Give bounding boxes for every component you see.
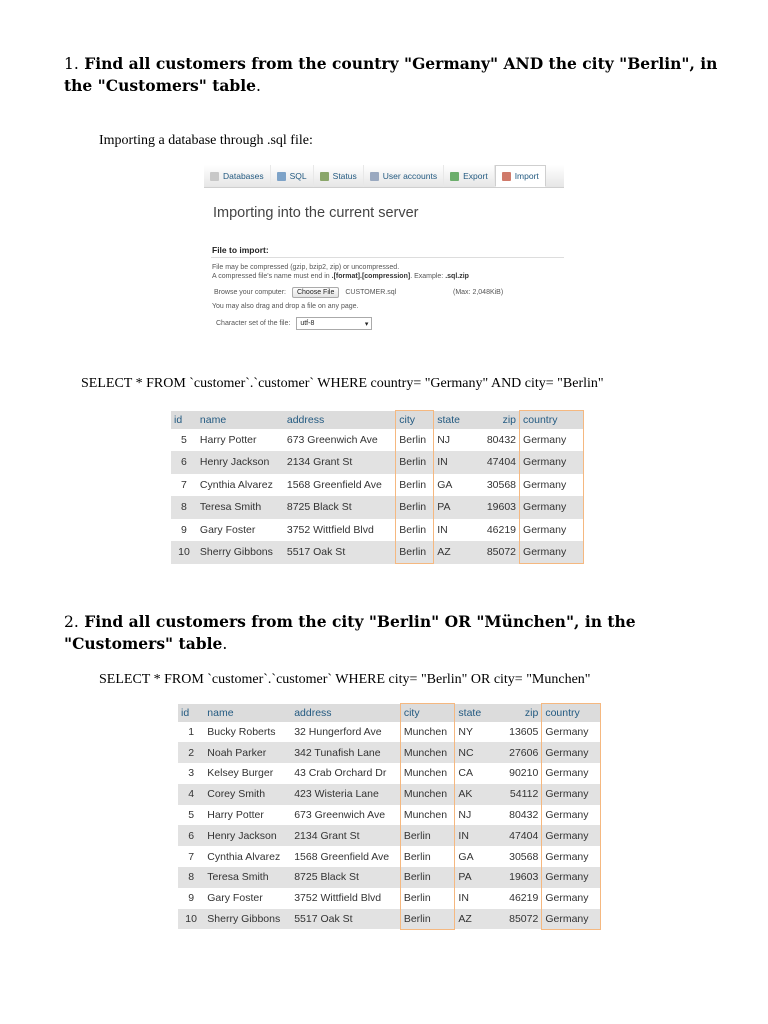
cell-state: NY (455, 722, 495, 743)
cell-country: Germany (520, 474, 584, 497)
col-state[interactable]: state (455, 704, 495, 722)
note-example: .sql.zip (445, 273, 469, 280)
cell-zip: 19603 (474, 496, 520, 519)
cell-zip: 46219 (495, 888, 541, 909)
cell-zip: 80432 (474, 429, 520, 452)
cell-address: 2134 Grant St (291, 825, 400, 846)
cell-country: Germany (542, 909, 601, 930)
cell-zip: 30568 (495, 846, 541, 867)
cell-zip: 90210 (495, 763, 541, 784)
col-id[interactable]: id (178, 704, 204, 722)
cell-state: AK (455, 784, 495, 805)
question-period: . (222, 635, 228, 653)
col-country[interactable]: country (520, 411, 584, 429)
cell-country: Germany (520, 541, 584, 564)
note-text: A compressed file's name must end in (212, 273, 332, 280)
cell-name: Gary Foster (197, 519, 284, 542)
tab-label: Status (332, 171, 357, 181)
question-number: 1. (64, 55, 79, 73)
col-id[interactable]: id (171, 411, 197, 429)
cell-id: 3 (178, 763, 204, 784)
cell-city: Berlin (396, 429, 434, 452)
charset-value: utf-8 (300, 320, 315, 327)
tab-label: User accounts (382, 171, 438, 181)
sql-query-1: SELECT * FROM `customer`.`customer` WHERE country= "Germany" AND city= "Berlin" (81, 376, 604, 391)
cell-id: 6 (171, 451, 197, 474)
cell-address: 32 Hungerford Ave (291, 722, 400, 743)
cell-country: Germany (542, 805, 601, 826)
tab-status[interactable] (314, 165, 364, 187)
col-state[interactable]: state (434, 411, 474, 429)
cell-id: 7 (178, 846, 204, 867)
cell-name: Harry Potter (204, 805, 291, 826)
table-header (178, 704, 601, 722)
cell-city: Berlin (396, 451, 434, 474)
cell-city: Munchen (400, 722, 455, 743)
table-row[interactable] (178, 784, 601, 805)
cell-zip: 47404 (495, 825, 541, 846)
cell-zip: 27606 (495, 742, 541, 763)
compression-note: File may be compressed (gzip, bzip2, zip) or uncompressed. (212, 264, 400, 271)
cell-state: GA (455, 846, 495, 867)
cell-state: AZ (434, 541, 474, 564)
cell-address: 43 Crab Orchard Dr (291, 763, 400, 784)
cell-name: Sherry Gibbons (204, 909, 291, 930)
cell-country: Germany (542, 867, 601, 888)
table-row[interactable] (178, 742, 601, 763)
cell-id: 4 (178, 784, 204, 805)
cell-id: 10 (171, 541, 197, 564)
note-format: .[format].[compression] (331, 273, 411, 280)
cell-state: IN (434, 451, 474, 474)
cell-city: Berlin (400, 888, 455, 909)
cell-city: Munchen (400, 805, 455, 826)
cell-state: IN (455, 888, 495, 909)
cell-id: 9 (178, 888, 204, 909)
database-icon (210, 172, 219, 181)
pma-tab-bar (204, 165, 564, 188)
col-name[interactable]: name (204, 704, 291, 722)
cell-id: 2 (178, 742, 204, 763)
charset-label: Character set of the file: (216, 320, 291, 327)
cell-id: 10 (178, 909, 204, 930)
browse-row (214, 287, 396, 298)
table-row[interactable] (171, 429, 584, 452)
cell-name: Henry Jackson (197, 451, 284, 474)
tab-user-accounts[interactable] (364, 165, 444, 187)
cell-name: Kelsey Burger (204, 763, 291, 784)
question-text: Find all customers from the country "Germany" AND the city "Berlin", in the "Customers" table (64, 54, 718, 95)
cell-id: 8 (171, 496, 197, 519)
cell-country: Germany (542, 846, 601, 867)
charset-row (216, 317, 372, 330)
cell-zip: 85072 (495, 909, 541, 930)
table-row[interactable] (178, 763, 601, 784)
max-size: (Max: 2,048KiB) (453, 289, 504, 296)
cell-country: Germany (520, 519, 584, 542)
cell-name: Teresa Smith (197, 496, 284, 519)
col-name[interactable]: name (197, 411, 284, 429)
cell-city: Berlin (400, 867, 455, 888)
cell-state: GA (434, 474, 474, 497)
cell-state: PA (455, 867, 495, 888)
cell-city: Berlin (396, 541, 434, 564)
cell-country: Germany (542, 722, 601, 743)
cell-state: AZ (455, 909, 495, 930)
question-text: Find all customers from the city "Berlin" OR "München", in the "Customers" table (64, 612, 636, 653)
chevron-down-icon: ▾ (364, 320, 369, 328)
table-row[interactable] (178, 888, 601, 909)
table-row[interactable] (178, 846, 601, 867)
cell-country: Germany (542, 825, 601, 846)
cell-name: Cynthia Alvarez (204, 846, 291, 867)
table-header (171, 411, 584, 429)
drag-drop-note: You may also drag and drop a file on any page. (212, 303, 359, 310)
cell-name: Noah Parker (204, 742, 291, 763)
note-text: . Example: (410, 273, 446, 280)
cell-zip: 19603 (495, 867, 541, 888)
cell-address: 3752 Wittfield Blvd (291, 888, 400, 909)
cell-state: NJ (434, 429, 474, 452)
cell-name: Corey Smith (204, 784, 291, 805)
cell-address: 3752 Wittfield Blvd (284, 519, 396, 542)
question-1-heading (64, 53, 724, 97)
cell-name: Henry Jackson (204, 825, 291, 846)
sql-icon (277, 172, 286, 181)
cell-address: 673 Greenwich Ave (284, 429, 396, 452)
cell-id: 8 (178, 867, 204, 888)
import-caption: Importing a database through .sql file: (99, 133, 313, 148)
cell-id: 5 (178, 805, 204, 826)
cell-zip: 30568 (474, 474, 520, 497)
cell-id: 5 (171, 429, 197, 452)
pma-section-title: File to import: (212, 245, 269, 255)
tab-export[interactable] (444, 165, 495, 187)
cell-id: 9 (171, 519, 197, 542)
tab-sql[interactable] (271, 165, 314, 187)
browse-label: Browse your computer: (214, 289, 286, 296)
tab-label: SQL (289, 171, 307, 181)
cell-country: Germany (520, 429, 584, 452)
cell-address: 2134 Grant St (284, 451, 396, 474)
tab-databases[interactable] (204, 165, 271, 187)
import-screenshot (204, 165, 564, 340)
cell-address: 8725 Black St (284, 496, 396, 519)
cell-name: Sherry Gibbons (197, 541, 284, 564)
table-row[interactable] (171, 519, 584, 542)
cell-address: 673 Greenwich Ave (291, 805, 400, 826)
table-row[interactable] (178, 909, 601, 930)
col-zip[interactable]: zip (495, 704, 541, 722)
tab-label: Export (463, 171, 488, 181)
cell-country: Germany (520, 496, 584, 519)
cell-address: 1568 Greenfield Ave (291, 846, 400, 867)
charset-select[interactable] (296, 317, 372, 330)
cell-city: Berlin (400, 909, 455, 930)
table-row[interactable] (178, 722, 601, 743)
status-icon (320, 172, 329, 181)
table-row[interactable] (178, 825, 601, 846)
cell-city: Munchen (400, 742, 455, 763)
cell-country: Germany (542, 888, 601, 909)
cell-address: 5517 Oak St (291, 909, 400, 930)
col-address[interactable]: address (284, 411, 396, 429)
cell-state: PA (434, 496, 474, 519)
cell-id: 1 (178, 722, 204, 743)
cell-zip: 80432 (495, 805, 541, 826)
cell-zip: 85072 (474, 541, 520, 564)
divider (211, 257, 564, 258)
table-row[interactable] (171, 451, 584, 474)
result-table-2 (178, 703, 601, 930)
question-number: 2. (64, 613, 79, 631)
cell-city: Berlin (396, 496, 434, 519)
result-table-1 (171, 410, 584, 564)
import-icon (502, 172, 511, 181)
cell-name: Teresa Smith (204, 867, 291, 888)
cell-country: Germany (542, 742, 601, 763)
cell-city: Berlin (400, 825, 455, 846)
cell-address: 5517 Oak St (284, 541, 396, 564)
cell-zip: 54112 (495, 784, 541, 805)
cell-state: IN (434, 519, 474, 542)
cell-city: Berlin (400, 846, 455, 867)
pma-page-title: Importing into the current server (213, 205, 419, 221)
table-row[interactable] (171, 496, 584, 519)
cell-country: Germany (542, 784, 601, 805)
cell-state: NJ (455, 805, 495, 826)
col-city[interactable]: city (400, 704, 455, 722)
cell-country: Germany (542, 763, 601, 784)
cell-city: Berlin (396, 519, 434, 542)
cell-zip: 46219 (474, 519, 520, 542)
cell-city: Munchen (400, 763, 455, 784)
cell-address: 1568 Greenfield Ave (284, 474, 396, 497)
cell-state: IN (455, 825, 495, 846)
cell-city: Munchen (400, 784, 455, 805)
cell-zip: 47404 (474, 451, 520, 474)
cell-zip: 13605 (495, 722, 541, 743)
question-period: . (256, 77, 261, 95)
col-zip[interactable]: zip (474, 411, 520, 429)
table-row[interactable] (171, 474, 584, 497)
table-row[interactable] (171, 541, 584, 564)
cell-country: Germany (520, 451, 584, 474)
file-name: CUSTOMER.sql (345, 289, 397, 296)
cell-name: Bucky Roberts (204, 722, 291, 743)
export-icon (450, 172, 459, 181)
col-country[interactable]: country (542, 704, 601, 722)
users-icon (370, 172, 379, 181)
cell-name: Cynthia Alvarez (197, 474, 284, 497)
question-2-heading (64, 611, 724, 655)
tab-label: Databases (223, 171, 264, 181)
col-city[interactable]: city (396, 411, 434, 429)
cell-address: 423 Wisteria Lane (291, 784, 400, 805)
cell-state: CA (455, 763, 495, 784)
col-address[interactable]: address (291, 704, 400, 722)
table-row[interactable] (178, 805, 601, 826)
cell-name: Harry Potter (197, 429, 284, 452)
cell-state: NC (455, 742, 495, 763)
tab-label: Import (514, 171, 539, 181)
choose-file-button[interactable]: Choose File (292, 287, 339, 298)
sql-query-2: SELECT * FROM `customer`.`customer` WHERE city= "Berlin" OR city= "Munchen" (99, 672, 591, 687)
table-row[interactable] (178, 867, 601, 888)
tab-import[interactable] (495, 165, 546, 187)
cell-name: Gary Foster (204, 888, 291, 909)
cell-city: Berlin (396, 474, 434, 497)
cell-id: 7 (171, 474, 197, 497)
cell-address: 8725 Black St (291, 867, 400, 888)
cell-id: 6 (178, 825, 204, 846)
cell-address: 342 Tunafish Lane (291, 742, 400, 763)
filename-note (212, 273, 469, 280)
